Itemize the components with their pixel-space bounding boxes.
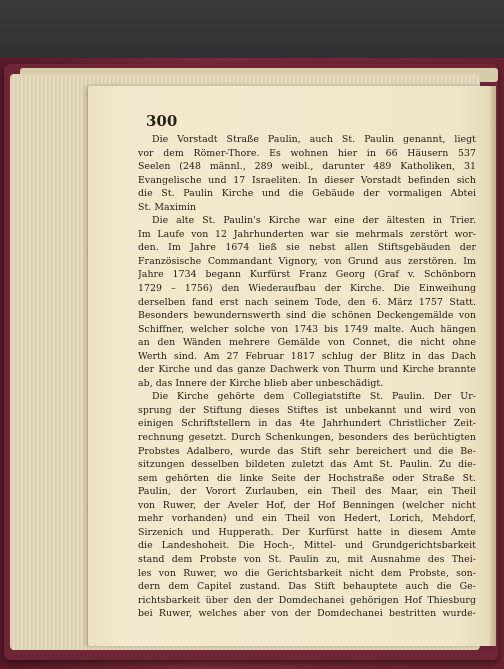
text-line: Evangelische und 17 Israeliten. In dieser Vorstadt befinden sich	[138, 174, 476, 186]
text-line: Im Laufe von 12 Jahrhunderten war sie mehrmals zerstört wor-	[138, 228, 476, 240]
text-line: Paulin, der Vorort Zurlauben, ein Theil des Maar, ein Theil	[138, 486, 476, 498]
text-line: Die alte St. Paulin's Kirche war eine der ältesten in Trier.	[152, 215, 476, 227]
text-line: von Ruwer, der Aveler Hof, der Hof Benningen (welcher nicht	[138, 499, 476, 511]
text-line: den. Im Jahre 1674 ließ sie nebst allen Stiftsgebäuden der	[138, 242, 476, 254]
text-line: Seelen (248 männl., 289 weibl., darunter 489 Katholiken, 31	[138, 161, 476, 173]
text-line: der Kirche und das ganze Dachwerk von Thurm und Kirche brannte	[138, 364, 476, 376]
text-line: dern dem Capitel zustand. Das Stift behauptete auch die Ge-	[138, 581, 476, 593]
text-line: Werth sind. Am 27 Februar 1817 schlug der Blitz in das Dach	[138, 350, 476, 362]
text-line: rechnung gesetzt. Durch Schenkungen, besonders des berüchtigten	[138, 432, 476, 444]
text-line: an den Wänden mehrere Gemälde von Connet, die nicht ohne	[138, 337, 476, 349]
text-line: Schiffner, welcher solche von 1743 bis 1749 malte. Auch hängen	[138, 323, 476, 335]
text-line: die St. Paulin Kirche und die Gebäude der vormaligen Abtei	[138, 188, 476, 200]
text-line: ab, das Innere der Kirche blieb aber unbeschädigt.	[138, 377, 384, 389]
text-line: derselben fand erst nach seinem Tode, den 6. März 1757 Statt.	[138, 296, 476, 308]
text-line: les von Ruwer, wo die Gerichtsbarkeit nicht dem Probste, son-	[138, 567, 476, 579]
text-line: stand dem Probste von St. Paulin zu, mit Ausnahme des Thei-	[138, 553, 476, 565]
text-line: Besonders bewundernswerth sind die schönen Deckengemälde von	[138, 310, 476, 322]
text-line: Jahre 1734 begann Kurfürst Franz Georg (Graf v. Schönborn	[138, 269, 476, 281]
text-line: Die Vorstadt Straße Paulin, auch St. Paulin genannt, liegt	[152, 134, 476, 145]
text-line: richtsbarkeit über den der Domdechanei gehörigen Hof Thiesburg	[138, 594, 476, 606]
text-line: sem gehörten die linke Seite der Hochstraße oder Straße St.	[138, 472, 476, 484]
text-line: Sirzenich und Hupperath. Der Kurfürst hatte in diesem Amte	[138, 526, 476, 538]
text-line: St. Maximin	[138, 201, 197, 213]
text-line: Die Kirche gehörte dem Collegiatstifte St. Paulin. Der Ur-	[152, 391, 476, 403]
page-number: 300	[146, 112, 178, 130]
text-line: Französische Commandant Vignory, von Grund aus zerstören. Im	[138, 255, 476, 267]
text-line: einigen Schriftstellern in das 4te Jahrhundert Christlicher Zeit-	[138, 418, 476, 430]
text-line: Probstes Adalbero, wurde das Stift sehr bereichert und die Be-	[138, 445, 476, 457]
text-line: mehr vorhanden) und ein Theil von Hedert, Lorich, Mehdorf,	[138, 513, 476, 525]
text-line: sprung der Stiftung dieses Stiftes ist unbekannt und wird von	[138, 404, 476, 416]
text-line: die Landeshoheit. Die Hoch-, Mittel- und Grundgerichtsbarkeit	[138, 540, 476, 552]
text-line: vor dem Römer-Thore. Es wohnen hier in 66 Häusern 537	[138, 147, 476, 159]
text-line: bei Ruwer, welches aber von der Domdechanei bestritten wurde-	[138, 608, 476, 620]
text-line: sitzungen desselben bildeten zuletzt das Amt St. Paulin. Zu die-	[138, 459, 476, 471]
body-text	[138, 133, 476, 621]
page-edge-right	[490, 86, 496, 646]
text-line: 1729 – 1756) den Wiederaufbau der Kirche. Die Einweihung	[138, 283, 476, 295]
